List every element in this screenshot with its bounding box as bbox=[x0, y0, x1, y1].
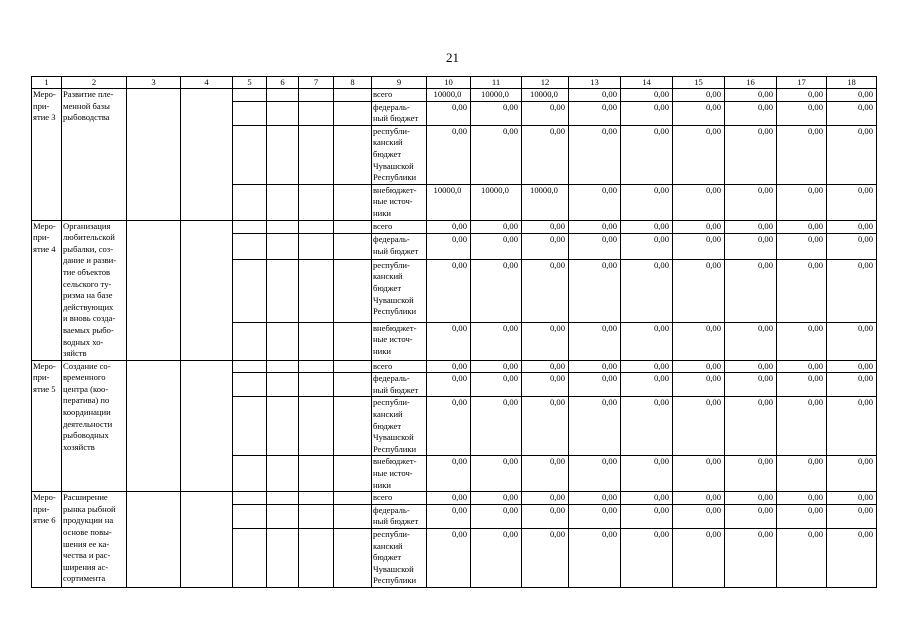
empty-cell-col-5 bbox=[233, 397, 267, 456]
value-cell-col-10: 10000,0 bbox=[427, 184, 471, 220]
value-cell-col-15: 0,00 bbox=[673, 373, 725, 397]
value-cell-col-17: 0,00 bbox=[777, 184, 827, 220]
funding-source: внебюджет- ные источ- ники bbox=[372, 456, 427, 492]
value-cell-col-14: 0,00 bbox=[621, 322, 673, 360]
empty-cell-col-6 bbox=[267, 89, 299, 102]
empty-cell-col-8 bbox=[334, 184, 372, 220]
value-cell-col-15: 0,00 bbox=[673, 492, 725, 505]
column-header-16: 16 bbox=[725, 77, 777, 89]
measure-id: Меро- при- ятие 6 bbox=[32, 492, 62, 588]
empty-cell-col-7 bbox=[299, 233, 334, 259]
value-cell-col-18: 0,00 bbox=[827, 220, 877, 233]
empty-cell-col-5 bbox=[233, 529, 267, 588]
table-row bbox=[32, 492, 877, 505]
value-cell-col-11: 0,00 bbox=[471, 373, 522, 397]
empty-cell-col-8 bbox=[334, 233, 372, 259]
empty-cell-col-5 bbox=[233, 101, 267, 125]
empty-cell-col-3 bbox=[127, 492, 181, 588]
value-cell-col-12: 0,00 bbox=[522, 322, 569, 360]
value-cell-col-12: 0,00 bbox=[522, 492, 569, 505]
column-header-9: 9 bbox=[372, 77, 427, 89]
value-cell-col-17: 0,00 bbox=[777, 360, 827, 373]
value-cell-col-16: 0,00 bbox=[725, 456, 777, 492]
value-cell-col-17: 0,00 bbox=[777, 397, 827, 456]
value-cell-col-13: 0,00 bbox=[569, 184, 621, 220]
value-cell-col-10: 0,00 bbox=[427, 373, 471, 397]
value-cell-col-13: 0,00 bbox=[569, 529, 621, 588]
value-cell-col-15: 0,00 bbox=[673, 184, 725, 220]
value-cell-col-12: 0,00 bbox=[522, 101, 569, 125]
value-cell-col-14: 0,00 bbox=[621, 125, 673, 184]
value-cell-col-14: 0,00 bbox=[621, 373, 673, 397]
empty-cell-col-7 bbox=[299, 184, 334, 220]
empty-cell-col-5 bbox=[233, 322, 267, 360]
empty-cell-col-5 bbox=[233, 233, 267, 259]
empty-cell-col-8 bbox=[334, 89, 372, 102]
column-header-14: 14 bbox=[621, 77, 673, 89]
value-cell-col-17: 0,00 bbox=[777, 373, 827, 397]
value-cell-col-14: 0,00 bbox=[621, 504, 673, 528]
funding-source: федераль- ный бюджет bbox=[372, 233, 427, 259]
value-cell-col-14: 0,00 bbox=[621, 492, 673, 505]
empty-cell-col-4 bbox=[181, 492, 233, 588]
column-header-5: 5 bbox=[233, 77, 267, 89]
empty-cell-col-4 bbox=[181, 89, 233, 221]
empty-cell-col-7 bbox=[299, 322, 334, 360]
value-cell-col-16: 0,00 bbox=[725, 373, 777, 397]
value-cell-col-15: 0,00 bbox=[673, 220, 725, 233]
empty-cell-col-6 bbox=[267, 456, 299, 492]
value-cell-col-15: 0,00 bbox=[673, 322, 725, 360]
value-cell-col-14: 0,00 bbox=[621, 233, 673, 259]
value-cell-col-13: 0,00 bbox=[569, 456, 621, 492]
measure-name: Расширение рынка рыбной продукции на основе повы- шения ее ка- чества и рас- ширения ас- сортимента bbox=[62, 492, 127, 588]
value-cell-col-11: 10000,0 bbox=[471, 184, 522, 220]
value-cell-col-17: 0,00 bbox=[777, 125, 827, 184]
value-cell-col-15: 0,00 bbox=[673, 360, 725, 373]
value-cell-col-12: 0,00 bbox=[522, 529, 569, 588]
value-cell-col-11: 0,00 bbox=[471, 360, 522, 373]
column-header-3: 3 bbox=[127, 77, 181, 89]
value-cell-col-12: 0,00 bbox=[522, 397, 569, 456]
value-cell-col-12: 0,00 bbox=[522, 259, 569, 322]
value-cell-col-10: 0,00 bbox=[427, 360, 471, 373]
funding-source: федераль- ный бюджет bbox=[372, 101, 427, 125]
value-cell-col-14: 0,00 bbox=[621, 89, 673, 102]
table-row bbox=[32, 89, 877, 102]
empty-cell-col-7 bbox=[299, 529, 334, 588]
table-row bbox=[32, 360, 877, 373]
value-cell-col-11: 0,00 bbox=[471, 529, 522, 588]
value-cell-col-10: 0,00 bbox=[427, 492, 471, 505]
value-cell-col-15: 0,00 bbox=[673, 259, 725, 322]
empty-cell-col-5 bbox=[233, 360, 267, 373]
value-cell-col-10: 0,00 bbox=[427, 125, 471, 184]
value-cell-col-13: 0,00 bbox=[569, 322, 621, 360]
value-cell-col-16: 0,00 bbox=[725, 89, 777, 102]
value-cell-col-13: 0,00 bbox=[569, 89, 621, 102]
value-cell-col-14: 0,00 bbox=[621, 360, 673, 373]
empty-cell-col-7 bbox=[299, 492, 334, 505]
empty-cell-col-5 bbox=[233, 492, 267, 505]
empty-cell-col-6 bbox=[267, 259, 299, 322]
value-cell-col-17: 0,00 bbox=[777, 492, 827, 505]
value-cell-col-18: 0,00 bbox=[827, 184, 877, 220]
value-cell-col-11: 0,00 bbox=[471, 504, 522, 528]
value-cell-col-17: 0,00 bbox=[777, 220, 827, 233]
value-cell-col-17: 0,00 bbox=[777, 233, 827, 259]
value-cell-col-18: 0,00 bbox=[827, 322, 877, 360]
empty-cell-col-7 bbox=[299, 259, 334, 322]
empty-cell-col-3 bbox=[127, 220, 181, 360]
empty-cell-col-4 bbox=[181, 360, 233, 492]
value-cell-col-11: 0,00 bbox=[471, 220, 522, 233]
column-header-12: 12 bbox=[522, 77, 569, 89]
empty-cell-col-6 bbox=[267, 220, 299, 233]
budget-table bbox=[31, 76, 877, 588]
value-cell-col-12: 0,00 bbox=[522, 233, 569, 259]
value-cell-col-12: 0,00 bbox=[522, 360, 569, 373]
empty-cell-col-6 bbox=[267, 322, 299, 360]
value-cell-col-17: 0,00 bbox=[777, 101, 827, 125]
empty-cell-col-7 bbox=[299, 373, 334, 397]
measure-name: Создание со- временного центра (коо- ператива) по координации деятельности рыбоводных хозяйств bbox=[62, 360, 127, 492]
value-cell-col-17: 0,00 bbox=[777, 322, 827, 360]
empty-cell-col-8 bbox=[334, 397, 372, 456]
value-cell-col-11: 0,00 bbox=[471, 492, 522, 505]
value-cell-col-13: 0,00 bbox=[569, 360, 621, 373]
value-cell-col-13: 0,00 bbox=[569, 220, 621, 233]
value-cell-col-12: 0,00 bbox=[522, 220, 569, 233]
value-cell-col-10: 0,00 bbox=[427, 456, 471, 492]
empty-cell-col-8 bbox=[334, 360, 372, 373]
funding-source: республи- канский бюджет Чувашской Республики bbox=[372, 529, 427, 588]
value-cell-col-11: 0,00 bbox=[471, 456, 522, 492]
value-cell-col-16: 0,00 bbox=[725, 220, 777, 233]
measure-id: Меро- при- ятие 4 bbox=[32, 220, 62, 360]
empty-cell-col-3 bbox=[127, 360, 181, 492]
value-cell-col-12: 0,00 bbox=[522, 504, 569, 528]
empty-cell-col-7 bbox=[299, 101, 334, 125]
value-cell-col-11: 0,00 bbox=[471, 259, 522, 322]
empty-cell-col-6 bbox=[267, 397, 299, 456]
value-cell-col-10: 0,00 bbox=[427, 529, 471, 588]
value-cell-col-11: 0,00 bbox=[471, 125, 522, 184]
value-cell-col-15: 0,00 bbox=[673, 529, 725, 588]
column-header-4: 4 bbox=[181, 77, 233, 89]
value-cell-col-11: 0,00 bbox=[471, 397, 522, 456]
measure-name: Развитие пле- менной базы рыбоводства bbox=[62, 89, 127, 221]
value-cell-col-14: 0,00 bbox=[621, 397, 673, 456]
value-cell-col-18: 0,00 bbox=[827, 233, 877, 259]
column-header-17: 17 bbox=[777, 77, 827, 89]
empty-cell-col-6 bbox=[267, 529, 299, 588]
empty-cell-col-5 bbox=[233, 125, 267, 184]
table-row bbox=[32, 220, 877, 233]
funding-source: внебюджет- ные источ- ники bbox=[372, 322, 427, 360]
value-cell-col-13: 0,00 bbox=[569, 125, 621, 184]
value-cell-col-16: 0,00 bbox=[725, 125, 777, 184]
empty-cell-col-6 bbox=[267, 492, 299, 505]
value-cell-col-10: 0,00 bbox=[427, 101, 471, 125]
column-header-11: 11 bbox=[471, 77, 522, 89]
column-header-1: 1 bbox=[32, 77, 62, 89]
value-cell-col-11: 0,00 bbox=[471, 233, 522, 259]
funding-source: республи- канский бюджет Чувашской Республики bbox=[372, 397, 427, 456]
empty-cell-col-6 bbox=[267, 504, 299, 528]
value-cell-col-17: 0,00 bbox=[777, 89, 827, 102]
empty-cell-col-5 bbox=[233, 184, 267, 220]
measure-name: Организация любительской рыбалки, соз- дание и разви- тие объектов сельского ту- ризма на базе действующих и вновь созда- ваемых рыбо- водных хо- зяйств bbox=[62, 220, 127, 360]
value-cell-col-11: 10000,0 bbox=[471, 89, 522, 102]
value-cell-col-10: 0,00 bbox=[427, 322, 471, 360]
funding-source: республи- канский бюджет Чувашской Республики bbox=[372, 125, 427, 184]
value-cell-col-12: 0,00 bbox=[522, 456, 569, 492]
value-cell-col-13: 0,00 bbox=[569, 504, 621, 528]
value-cell-col-12: 10000,0 bbox=[522, 89, 569, 102]
value-cell-col-10: 0,00 bbox=[427, 397, 471, 456]
value-cell-col-18: 0,00 bbox=[827, 492, 877, 505]
empty-cell-col-6 bbox=[267, 360, 299, 373]
value-cell-col-16: 0,00 bbox=[725, 492, 777, 505]
value-cell-col-18: 0,00 bbox=[827, 89, 877, 102]
column-header-7: 7 bbox=[299, 77, 334, 89]
value-cell-col-12: 0,00 bbox=[522, 373, 569, 397]
empty-cell-col-8 bbox=[334, 101, 372, 125]
column-header-2: 2 bbox=[62, 77, 127, 89]
empty-cell-col-7 bbox=[299, 504, 334, 528]
column-header-6: 6 bbox=[267, 77, 299, 89]
funding-source: всего bbox=[372, 89, 427, 102]
funding-source: внебюджет- ные источ- ники bbox=[372, 184, 427, 220]
value-cell-col-13: 0,00 bbox=[569, 373, 621, 397]
measure-id: Меро- при- ятие 3 bbox=[32, 89, 62, 221]
value-cell-col-12: 0,00 bbox=[522, 125, 569, 184]
value-cell-col-14: 0,00 bbox=[621, 259, 673, 322]
column-header-13: 13 bbox=[569, 77, 621, 89]
empty-cell-col-8 bbox=[334, 220, 372, 233]
empty-cell-col-7 bbox=[299, 456, 334, 492]
value-cell-col-18: 0,00 bbox=[827, 397, 877, 456]
empty-cell-col-8 bbox=[334, 529, 372, 588]
value-cell-col-16: 0,00 bbox=[725, 101, 777, 125]
value-cell-col-17: 0,00 bbox=[777, 529, 827, 588]
empty-cell-col-5 bbox=[233, 220, 267, 233]
value-cell-col-10: 0,00 bbox=[427, 504, 471, 528]
empty-cell-col-5 bbox=[233, 259, 267, 322]
value-cell-col-14: 0,00 bbox=[621, 220, 673, 233]
measure-id: Меро- при- ятие 5 bbox=[32, 360, 62, 492]
value-cell-col-13: 0,00 bbox=[569, 492, 621, 505]
funding-source: всего bbox=[372, 220, 427, 233]
value-cell-col-11: 0,00 bbox=[471, 101, 522, 125]
value-cell-col-15: 0,00 bbox=[673, 89, 725, 102]
value-cell-col-16: 0,00 bbox=[725, 233, 777, 259]
value-cell-col-16: 0,00 bbox=[725, 504, 777, 528]
header-row bbox=[32, 77, 877, 89]
value-cell-col-13: 0,00 bbox=[569, 397, 621, 456]
empty-cell-col-8 bbox=[334, 322, 372, 360]
value-cell-col-16: 0,00 bbox=[725, 259, 777, 322]
empty-cell-col-6 bbox=[267, 373, 299, 397]
value-cell-col-18: 0,00 bbox=[827, 101, 877, 125]
value-cell-col-17: 0,00 bbox=[777, 259, 827, 322]
empty-cell-col-8 bbox=[334, 125, 372, 184]
value-cell-col-16: 0,00 bbox=[725, 322, 777, 360]
value-cell-col-14: 0,00 bbox=[621, 456, 673, 492]
empty-cell-col-8 bbox=[334, 492, 372, 505]
value-cell-col-16: 0,00 bbox=[725, 360, 777, 373]
value-cell-col-14: 0,00 bbox=[621, 184, 673, 220]
empty-cell-col-6 bbox=[267, 125, 299, 184]
value-cell-col-16: 0,00 bbox=[725, 529, 777, 588]
column-header-8: 8 bbox=[334, 77, 372, 89]
value-cell-col-12: 10000,0 bbox=[522, 184, 569, 220]
empty-cell-col-8 bbox=[334, 373, 372, 397]
value-cell-col-15: 0,00 bbox=[673, 504, 725, 528]
empty-cell-col-5 bbox=[233, 89, 267, 102]
empty-cell-col-8 bbox=[334, 456, 372, 492]
table-body bbox=[32, 77, 877, 588]
empty-cell-col-7 bbox=[299, 89, 334, 102]
value-cell-col-18: 0,00 bbox=[827, 125, 877, 184]
funding-source: республи- канский бюджет Чувашской Республики bbox=[372, 259, 427, 322]
column-header-18: 18 bbox=[827, 77, 877, 89]
empty-cell-col-8 bbox=[334, 504, 372, 528]
value-cell-col-14: 0,00 bbox=[621, 101, 673, 125]
empty-cell-col-8 bbox=[334, 259, 372, 322]
value-cell-col-15: 0,00 bbox=[673, 233, 725, 259]
page-number: 21 bbox=[446, 50, 459, 65]
funding-source: федераль- ный бюджет bbox=[372, 373, 427, 397]
value-cell-col-15: 0,00 bbox=[673, 125, 725, 184]
value-cell-col-10: 0,00 bbox=[427, 233, 471, 259]
value-cell-col-17: 0,00 bbox=[777, 456, 827, 492]
value-cell-col-10: 0,00 bbox=[427, 220, 471, 233]
value-cell-col-18: 0,00 bbox=[827, 259, 877, 322]
value-cell-col-15: 0,00 bbox=[673, 397, 725, 456]
value-cell-col-18: 0,00 bbox=[827, 504, 877, 528]
value-cell-col-16: 0,00 bbox=[725, 184, 777, 220]
empty-cell-col-4 bbox=[181, 220, 233, 360]
value-cell-col-10: 10000,0 bbox=[427, 89, 471, 102]
value-cell-col-16: 0,00 bbox=[725, 397, 777, 456]
empty-cell-col-6 bbox=[267, 233, 299, 259]
value-cell-col-11: 0,00 bbox=[471, 322, 522, 360]
value-cell-col-18: 0,00 bbox=[827, 360, 877, 373]
value-cell-col-18: 0,00 bbox=[827, 529, 877, 588]
empty-cell-col-7 bbox=[299, 125, 334, 184]
value-cell-col-13: 0,00 bbox=[569, 259, 621, 322]
empty-cell-col-5 bbox=[233, 504, 267, 528]
empty-cell-col-7 bbox=[299, 397, 334, 456]
value-cell-col-17: 0,00 bbox=[777, 504, 827, 528]
empty-cell-col-7 bbox=[299, 220, 334, 233]
value-cell-col-15: 0,00 bbox=[673, 456, 725, 492]
funding-source: всего bbox=[372, 492, 427, 505]
value-cell-col-13: 0,00 bbox=[569, 233, 621, 259]
column-header-10: 10 bbox=[427, 77, 471, 89]
funding-source: федераль- ный бюджет bbox=[372, 504, 427, 528]
empty-cell-col-5 bbox=[233, 373, 267, 397]
value-cell-col-15: 0,00 bbox=[673, 101, 725, 125]
value-cell-col-18: 0,00 bbox=[827, 373, 877, 397]
value-cell-col-18: 0,00 bbox=[827, 456, 877, 492]
empty-cell-col-3 bbox=[127, 89, 181, 221]
funding-source: всего bbox=[372, 360, 427, 373]
value-cell-col-13: 0,00 bbox=[569, 101, 621, 125]
value-cell-col-10: 0,00 bbox=[427, 259, 471, 322]
column-header-15: 15 bbox=[673, 77, 725, 89]
empty-cell-col-6 bbox=[267, 101, 299, 125]
value-cell-col-14: 0,00 bbox=[621, 529, 673, 588]
empty-cell-col-5 bbox=[233, 456, 267, 492]
empty-cell-col-7 bbox=[299, 360, 334, 373]
empty-cell-col-6 bbox=[267, 184, 299, 220]
